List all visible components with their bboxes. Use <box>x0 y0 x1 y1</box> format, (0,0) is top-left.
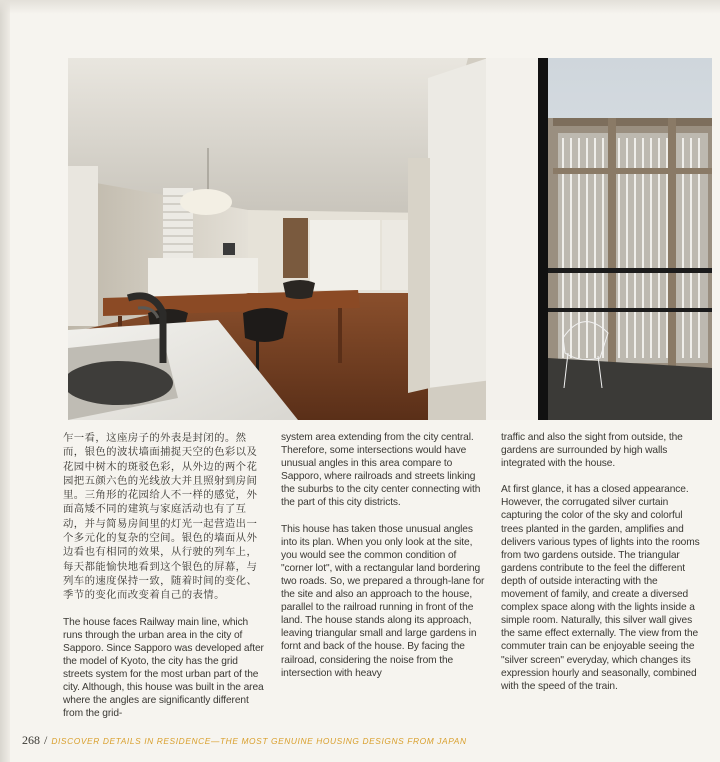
text-column-1 <box>63 431 268 733</box>
english-paragraph-4: traffic and also the sight from outside, the gardens are surrounded by high walls integrated with the house. <box>501 432 683 470</box>
text-column-3 <box>501 431 704 706</box>
text-column-2 <box>281 431 487 693</box>
running-title: DISCOVER DETAILS IN RESIDENCE—THE MOST GENUINE HOUSING DESIGNS FROM JAPAN <box>51 736 467 746</box>
footer-separator: / <box>44 733 48 747</box>
chinese-paragraph: 乍一看，这座房子的外表是封闭的。然而，银色的波状墙面捕捉天空的色彩以及花园中树木的斑驳色彩，从外边的两个花园把五颜六色的光线放大并且照射到房间里。三角形的花园给人不一样的感觉，外面高矮不同的建筑与家庭活动也有了互动，并与简易房间里的灯光一起营造出一个多元化的复杂的空间。银色的墙面从外边看也有相同的效果，从行驶的列车上，每天都能愉快地看到这个银色的屏幕，与列车的速度保持一致，随着时间的变化、季节的变化而改变着自己的表情。 <box>63 432 258 602</box>
english-paragraph-5: At first glance, it has a closed appearance. However, the corrugated silver curtain capturing the color of the sky and colorful trees planted in the garden, amplifies and delivers various types of lights into the rooms from two gardens outside. The triangular gardens contribute to the feel the different depth of outside interacting with the movement of family, and create a diversed complex space along with the lights inside a simple room. Naturally, this silver wall gives the same effect externally. The view from the commuter train can be enjoyable seeing the "silver screen" everyday, which changes its expression hourly and seasonally, combined with the speed of the train. <box>501 484 700 692</box>
book-spine-shadow <box>0 0 10 762</box>
page-footer <box>22 733 702 749</box>
page-number: 268 <box>22 733 40 747</box>
english-paragraph-3: This house has taken those unusual angles into its plan. When you only look at the site, you would see the common condition of "corner lot", with a rectangular land bordering two roads. So, we prepared a through-lane for the site and also an approach to the house, parallel to the railroad running in front of the land. The house stands along its approach, leaving triangular small and large gardens in fornt and back of the house. By facing the railroad, considering the noise from the intersection with heavy <box>281 523 485 679</box>
english-paragraph-2: system area extending from the city central. Therefore, some intersections would have unusual angles in this area compare to Sapporo, where railroads and streets linking the suburbs to the city center connecting with the part of this city districts. <box>281 432 481 509</box>
english-paragraph-1: The house faces Railway main line, which runs through the urban area in the city of Sapporo. Since Sapporo was developed after the model of Kyoto, the city has the grid streets system for the most urban part of the city. Although, this house was built in the area where the angles are significantly different from the grid- <box>63 616 264 720</box>
interior-photo <box>68 58 712 420</box>
page-top-shadow <box>0 0 720 14</box>
